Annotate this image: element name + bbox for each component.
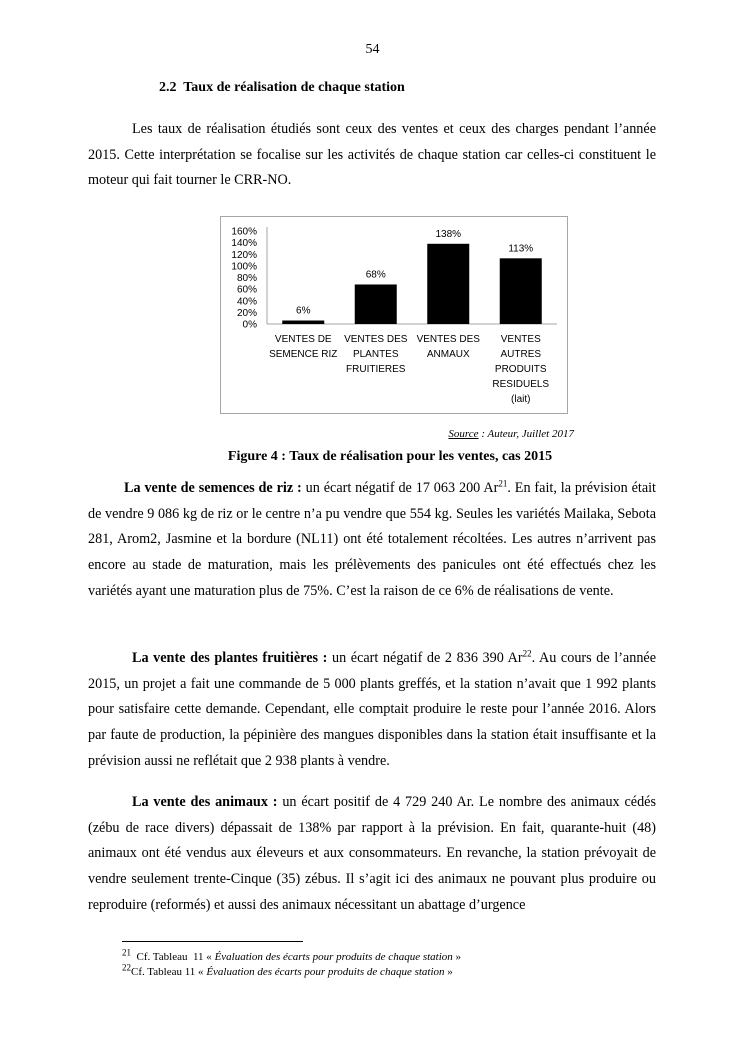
- paragraph-text: . En fait, la prévision était de vendre 9 086 kg de riz or le centre n’a pu vendre que 554 kg. Seules les variétés Mailaka, Sebota 281, Arom2, Jasmine et la bordure (NL11) ont été totalement récoltées. Les autres n’arrivent pas encore au stade de maturation, mais les prélèvements des panicules ont été effectués chez les variétés ayant une maturation plus de 75%. C’est la raison de ce 6% de réalisations de vente.: [88, 480, 657, 599]
- data-label: 68%: [365, 269, 386, 281]
- footnote-text: Cf. Tableau 11 «: [131, 951, 215, 963]
- y-tick-label: 140%: [231, 238, 257, 250]
- y-tick-label: 40%: [236, 296, 257, 308]
- figure-source: [448, 428, 574, 440]
- bar: [282, 321, 324, 324]
- footnote-ref: 22: [522, 648, 532, 659]
- source-text: : Auteur, Juillet 2017: [478, 428, 574, 440]
- y-tick-label: 100%: [231, 261, 257, 273]
- footnote-ref: 21: [498, 478, 508, 489]
- footnote-text: »: [452, 951, 462, 963]
- source-label: Source: [448, 428, 479, 440]
- page-number: 54: [365, 42, 380, 57]
- paragraph-text: un écart négatif de 17 063 200 Ar: [301, 480, 499, 496]
- x-category-label: VENTES: [500, 334, 541, 345]
- footnote-text: »: [444, 966, 453, 978]
- x-category-label: VENTES DES: [416, 334, 480, 345]
- section-heading: 2.2 Taux de réalisation de chaque station: [159, 80, 405, 95]
- bar: [427, 244, 469, 324]
- chart-canvas: [221, 217, 569, 415]
- footnote-number: 22: [122, 962, 131, 973]
- x-category-label: VENTES DES: [344, 334, 408, 345]
- x-category-label: ANMAUX: [426, 349, 470, 360]
- y-tick-label: 160%: [231, 226, 257, 238]
- paragraph-animaux: [88, 790, 656, 919]
- x-category-label: RESIDUELS: [492, 379, 550, 390]
- data-label: 138%: [435, 228, 462, 240]
- x-category-label: PLANTES: [352, 349, 399, 360]
- y-tick-label: 0%: [242, 319, 257, 331]
- paragraph-semences: [88, 476, 656, 605]
- paragraph-text: un écart négatif de 2 836 390 Ar: [327, 650, 523, 666]
- x-category-label: SEMENCE RIZ: [269, 349, 338, 360]
- y-tick-label: 20%: [236, 307, 257, 319]
- bar-chart: [220, 216, 568, 414]
- x-category-label: PRODUITS: [494, 364, 547, 375]
- bar: [500, 258, 542, 324]
- y-tick-label: 80%: [236, 273, 257, 284]
- data-label: 113%: [508, 243, 534, 255]
- x-category-label: (lait): [511, 394, 531, 405]
- paragraph-text: . Au cours de l’année 2015, un projet a fait une commande de 5 000 plants greffés, et la station n’avait que 1 992 plants pour satisfaire cette demande. Cependant, elle comptait produire le reste pour l’année 2016. Alors par faute de production, la pépinière des mangues disponibles dans la station était insuffisante et la prévision aussi ne reflétait que 2 938 plants à vendre.: [88, 650, 657, 769]
- y-tick-label: 60%: [236, 284, 257, 296]
- footnote-separator: [122, 941, 303, 942]
- footnote-21: [122, 947, 462, 963]
- figure-caption: Figure 4 : Taux de réalisation pour les ventes, cas 2015: [227, 449, 553, 464]
- footnote-22: [122, 962, 453, 978]
- footnote-title: Évaluation des écarts pour produits de chaque station: [206, 966, 445, 978]
- footnote-number: 21: [122, 947, 131, 958]
- x-category-label: VENTES DE: [274, 334, 332, 345]
- footnote-text: Cf. Tableau 11 «: [131, 966, 207, 978]
- x-category-label: FRUITIERES: [346, 364, 406, 375]
- intro-paragraph: Les taux de réalisation étudiés sont ceux des ventes et ceux des charges pendant l’année 2015. Cette interprétation se focalise sur les activités de chaque station car celles-ci constituent le moteur qui fait tourner le CRR-NO.: [88, 121, 656, 189]
- data-label: 6%: [296, 305, 311, 317]
- y-tick-label: 120%: [231, 249, 257, 261]
- footnote-title: Évaluation des écarts pour produits de chaque station: [214, 951, 453, 963]
- bar: [355, 284, 397, 324]
- paragraph-lead: La vente des plantes fruitières :: [132, 650, 328, 666]
- x-category-label: AUTRES: [500, 349, 542, 360]
- paragraph-text: un écart positif de 4 729 240 Ar. Le nombre des animaux cédés (zébu de race divers) dépassait de 138% par rapport à la prévision. En fait, quarante-huit (48) animaux ont été vendus aux éleveurs et aux consommateurs. En revanche, la station prévoyait de vendre seulement trente-Cinque (35) zébus. Il s’agit ici des animaux ne pouvant plus produire ou reproduire (reformés) et aussi des animaux nécessitant un abattage d’urgence: [88, 794, 656, 913]
- paragraph-lead: La vente des animaux :: [132, 794, 278, 810]
- paragraph-lead: La vente de semences de riz :: [124, 480, 302, 496]
- paragraph-plantes: [88, 646, 656, 775]
